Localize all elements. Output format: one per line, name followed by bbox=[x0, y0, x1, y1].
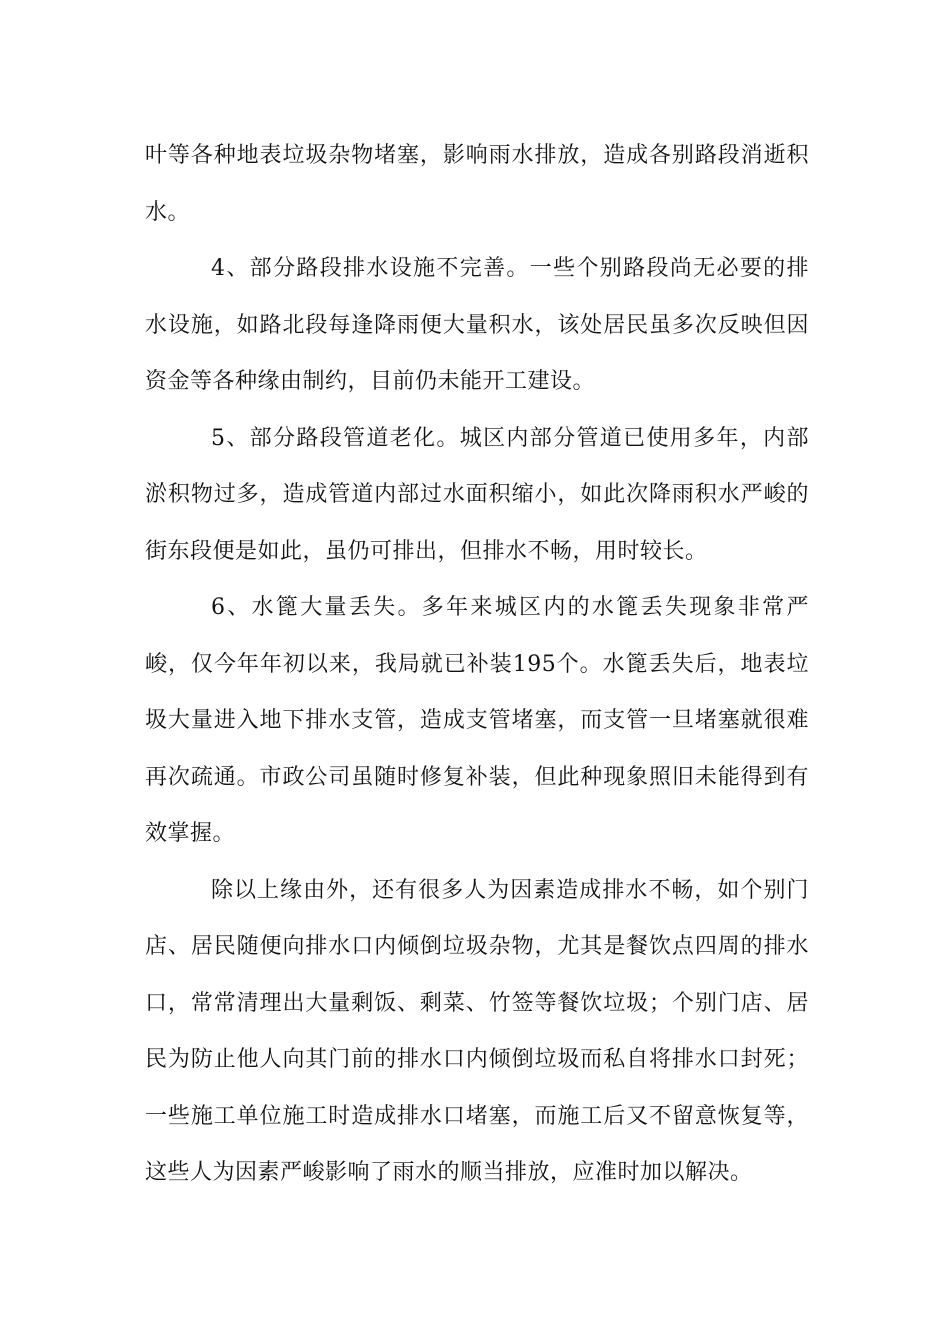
document-body bbox=[145, 128, 809, 1202]
paragraph-item-4: 4、部分路段排水设施不完善。一些个别路段尚无必要的排水设施，如路北段每逢降雨便大量积水，该处居民虽多次反映但因资金等各种缘由制约，目前仍未能开工建设。 bbox=[145, 256, 809, 394]
paragraph-item-5: 5、部分路段管道老化。城区内部分管道已使用多年，内部淤积物过多，造成管道内部过水面积缩小，如此次降雨积水严峻的街东段便是如此，虽仍可排出，但排水不畅，用时较长。 bbox=[145, 425, 809, 564]
paragraph-continuation: 叶等各种地表垃圾杂物堵塞，影响雨水排放，造成各别路段消逝积水。 bbox=[145, 143, 809, 225]
paragraph-item-6: 6、水篦大量丢失。多年来城区内的水篦丢失现象非常严峻，仅今年年初以来，我局就已补装195个。水篦丢失后，地表垃圾大量进入地下排水支管，造成支管堵塞，而支管一旦堵塞就很难再次疏通。市政公司虽随时修复补装，但此种现象照旧未能得到有效掌握。 bbox=[145, 595, 809, 846]
paragraph-summary: 除以上缘由外，还有很多人为因素造成排水不畅，如个别门店、居民随便向排水口内倾倒垃圾杂物，尤其是餐饮点四周的排水口，常常清理出大量剩饭、剩菜、竹签等餐饮垃圾；个别门店、居民为防止他人向其门前的排水口内倾倒垃圾而私自将排水口封死；一些施工单位施工时造成排水口堵塞，而施工后又不留意恢复等，这些人为因素严峻影响了雨水的顺当排放，应准时加以解决。 bbox=[145, 877, 809, 1185]
